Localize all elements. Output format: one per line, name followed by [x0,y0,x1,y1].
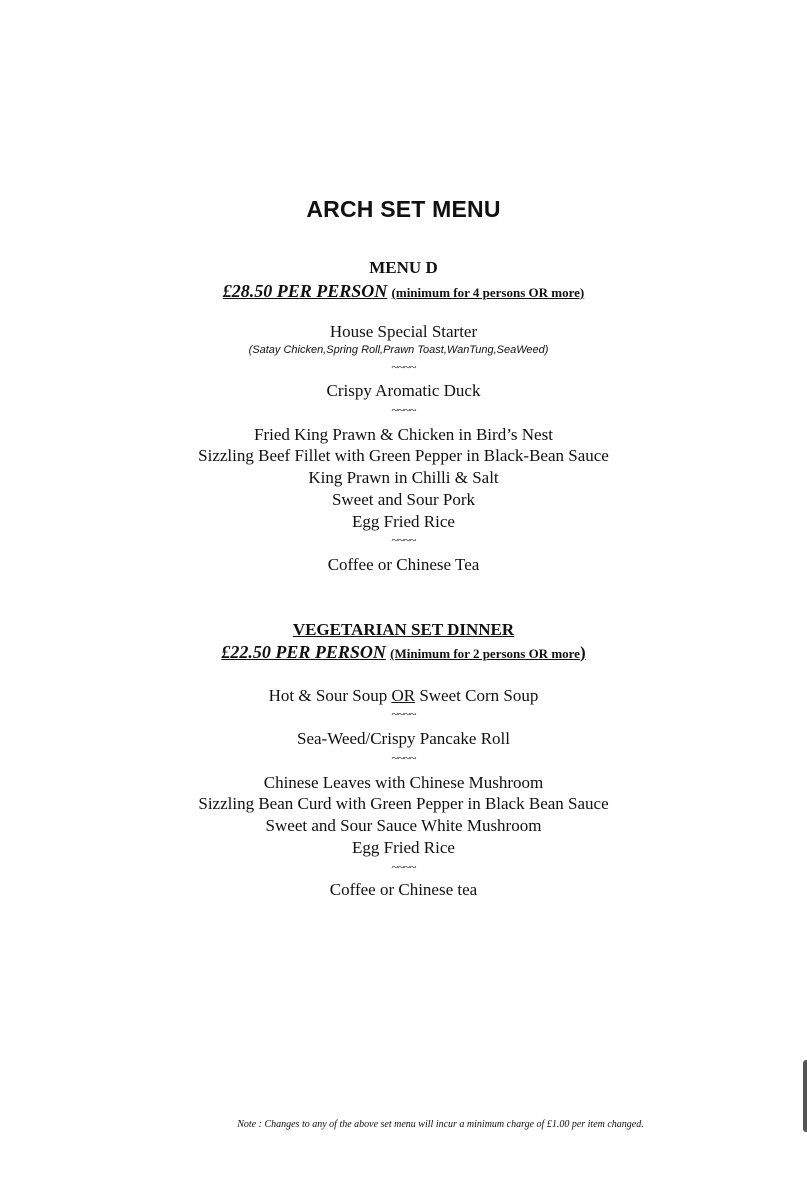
vegetarian-finish: Coffee or Chinese tea [329,880,478,899]
vegetarian-roll: Sea-Weed/Crispy Pancake Roll [297,729,510,748]
footer-note: Note : Changes to any of the above set menu will incur a minimum charge of £1.00 per item changed. [237,1119,644,1130]
vegetarian-soup [0,685,807,707]
vegetarian-main-1: Chinese Leaves with Chinese Mushroom [263,773,544,792]
menu-d-separator-1: ~~~~ [391,359,416,374]
vegetarian-heading: VEGETARIAN SET DINNER [292,620,515,639]
vegetarian-price-note-close: ) [579,643,586,662]
vegetarian-main-3: Sweet and Sour Sauce White Mushroom [265,816,542,835]
menu-d-price: £28.50 PER PERSON [222,281,388,301]
vegetarian-soup-b: Sweet Corn Soup [415,686,539,705]
menu-d-main-3: King Prawn in Chilli & Salt [308,468,499,487]
vegetarian-price-note: (Minimum for 2 persons OR more [390,646,580,661]
page-edge-tab [803,1060,807,1132]
vegetarian-separator-2: ~~~~ [391,750,416,765]
menu-d-duck: Crispy Aromatic Duck [326,381,481,400]
menu-d-heading: MENU D [369,258,438,277]
vegetarian-main-4: Egg Fried Rice [352,838,455,857]
menu-d-price-line [0,281,807,302]
menu-d-price-note: (minimum for 4 persons OR more) [391,285,585,300]
menu-d-main-2: Sizzling Beef Fillet with Green Pepper in Black-Bean Sauce [198,446,609,465]
vegetarian-price: £22.50 PER PERSON [221,642,386,662]
vegetarian-soup-or: OR [391,686,416,705]
menu-d-main-1: Fried King Prawn & Chicken in Bird’s Nest [254,425,553,444]
vegetarian-separator-1: ~~~~ [391,706,416,721]
vegetarian-separator-3: ~~~~ [391,859,416,874]
menu-d-starter: House Special Starter [329,322,478,341]
menu-d-starter-detail: (Satay Chicken,Spring Roll,Prawn Toast,WanTung,SeaWeed) [248,344,549,356]
menu-d-main-5: Egg Fried Rice [352,512,455,531]
vegetarian-main-2: Sizzling Bean Curd with Green Pepper in Black Bean Sauce [198,794,609,813]
page-title: ARCH SET MENU [306,196,501,222]
vegetarian-price-line [0,642,807,663]
menu-d-separator-3: ~~~~ [391,532,416,547]
menu-d-main-4: Sweet and Sour Pork [331,490,476,509]
menu-d-separator-2: ~~~~ [391,402,416,417]
menu-d-finish: Coffee or Chinese Tea [327,555,480,574]
vegetarian-soup-a: Hot & Sour Soup [268,686,392,705]
